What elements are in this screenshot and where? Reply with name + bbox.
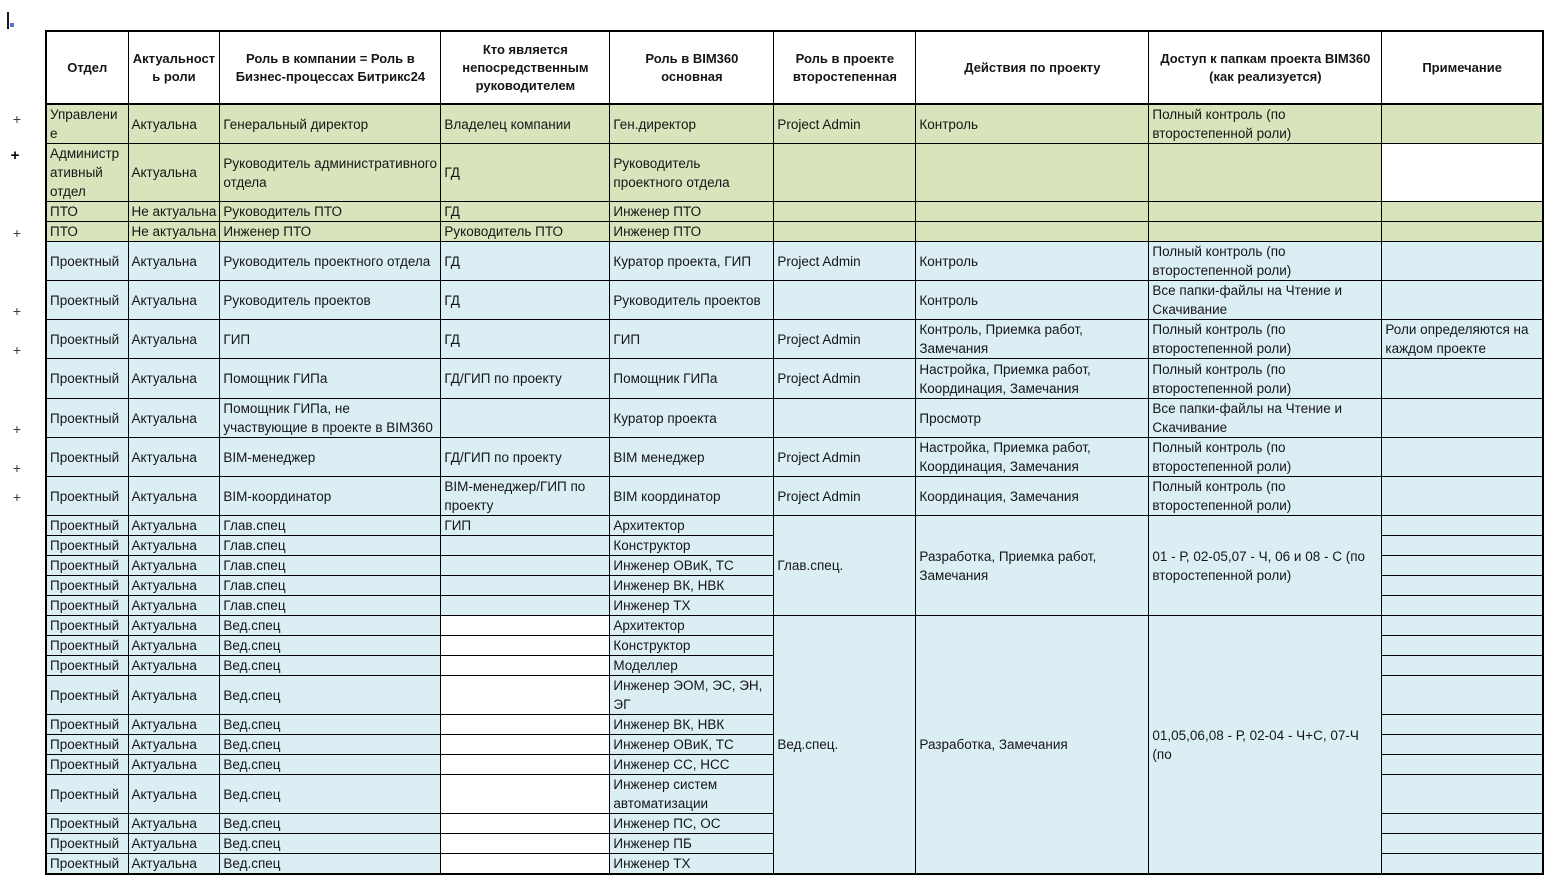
cell-rol-v-kompanii[interactable]: Помощник ГИПа, не участвующие в проекте в BIM360 — [220, 399, 441, 438]
cell-rol-bim360-osnovnaya[interactable]: Куратор проекта, ГИП — [610, 242, 774, 281]
cell-aktualnost-roli[interactable]: Актуальна — [128, 834, 220, 854]
cell-rol-v-proekte-vtorostepennaya[interactable]: Project Admin — [774, 320, 916, 359]
cell-rukovoditel[interactable]: Владелец компании — [441, 104, 610, 144]
cell-rukovoditel[interactable] — [441, 399, 610, 438]
cell-aktualnost-roli[interactable]: Актуальна — [128, 576, 220, 596]
cell-primechanie[interactable] — [1382, 202, 1543, 222]
cell-otdel[interactable]: Проектный — [46, 399, 128, 438]
cell-aktualnost-roli[interactable]: Актуальна — [128, 104, 220, 144]
cell-dejstviya-po-proektu[interactable] — [916, 202, 1149, 222]
table-header — [46, 31, 1543, 104]
outline-expand-button[interactable]: + — [12, 111, 22, 127]
cell-rukovoditel[interactable] — [441, 715, 610, 735]
text-cursor-mark — [7, 12, 17, 30]
cell-rukovoditel[interactable] — [441, 556, 610, 576]
cell-rol-v-kompanii[interactable]: Руководитель проектов — [220, 281, 441, 320]
column-header-dejstviya-po-proektu[interactable]: Действия по проекту — [916, 31, 1149, 104]
cell-rol-v-kompanii[interactable]: Помощник ГИПа — [220, 359, 441, 399]
table-row — [46, 144, 1543, 202]
cell-otdel[interactable]: Проектный — [46, 242, 128, 281]
cell-rukovoditel[interactable]: ГД/ГИП по проекту — [441, 438, 610, 477]
cell-rol-bim360-osnovnaya[interactable]: Руководитель проектов — [610, 281, 774, 320]
cell-primechanie[interactable] — [1382, 104, 1543, 144]
cell-aktualnost-roli[interactable]: Актуальна — [128, 616, 220, 636]
cell-otdel[interactable]: Проектный — [46, 576, 128, 596]
cell-rol-v-proekte-vtorostepennaya[interactable]: Project Admin — [774, 242, 916, 281]
cell-aktualnost-roli[interactable]: Актуальна — [128, 536, 220, 556]
cell-rol-v-kompanii[interactable]: Глав.спец — [220, 556, 441, 576]
cell-otdel[interactable]: Проектный — [46, 281, 128, 320]
cell-rukovoditel[interactable] — [441, 735, 610, 755]
outline-expand-button[interactable]: + — [12, 225, 22, 241]
cell-aktualnost-roli[interactable]: Не актуальна — [128, 222, 220, 242]
cell-primechanie[interactable] — [1382, 516, 1543, 536]
cell-aktualnost-roli[interactable]: Актуальна — [128, 715, 220, 735]
cell-primechanie[interactable] — [1382, 438, 1543, 477]
cell-rol-v-kompanii[interactable]: Генеральный директор — [220, 104, 441, 144]
cell-dejstviya-po-proektu[interactable]: Настройка, Приемка работ, Координация, Замечания — [916, 359, 1149, 399]
cell-otdel[interactable]: Административный отдел — [46, 144, 128, 202]
cell-aktualnost-roli[interactable]: Актуальна — [128, 477, 220, 516]
cell-dejstviya-po-proektu[interactable]: Контроль — [916, 104, 1149, 144]
header-row — [46, 31, 1543, 104]
table-row — [46, 359, 1543, 399]
cell-primechanie[interactable] — [1382, 636, 1543, 656]
cell-rol-bim360-osnovnaya[interactable]: BIM менеджер — [610, 438, 774, 477]
table-row — [46, 516, 1543, 536]
cell-rol-v-kompanii[interactable]: Вед.спец — [220, 715, 441, 735]
cell-rukovoditel[interactable]: BIM-менеджер/ГИП по проекту — [441, 477, 610, 516]
cell-rol-v-proekte-vtorostepennaya[interactable]: Project Admin — [774, 359, 916, 399]
cell-rol-v-kompanii[interactable]: Вед.спец — [220, 854, 441, 875]
cell-primechanie[interactable] — [1382, 814, 1543, 834]
cell-dostup-k-papkam[interactable] — [1149, 222, 1382, 242]
cell-rol-v-kompanii[interactable]: BIM-координатор — [220, 477, 441, 516]
cell-rol-bim360-osnovnaya[interactable]: Инженер ВК, НВК — [610, 715, 774, 735]
outline-expand-button[interactable]: + — [12, 420, 22, 437]
cell-primechanie[interactable] — [1382, 242, 1543, 281]
cell-rol-v-proekte-vtorostepennaya[interactable] — [774, 281, 916, 320]
table-row — [46, 320, 1543, 359]
cell-otdel[interactable]: Проектный — [46, 814, 128, 834]
cell-otdel[interactable]: Проектный — [46, 438, 128, 477]
cell-primechanie[interactable] — [1382, 359, 1543, 399]
table-body — [46, 104, 1543, 874]
cell-dostup-k-papkam[interactable]: Полный контроль (по второстепенной роли) — [1149, 359, 1382, 399]
cell-aktualnost-roli[interactable]: Актуальна — [128, 656, 220, 676]
cell-rukovoditel[interactable] — [441, 854, 610, 875]
cell-rukovoditel[interactable]: Руководитель ПТО — [441, 222, 610, 242]
cell-primechanie[interactable] — [1382, 616, 1543, 636]
cell-otdel[interactable]: Проектный — [46, 596, 128, 616]
cell-rukovoditel[interactable] — [441, 814, 610, 834]
cell-rukovoditel[interactable] — [441, 676, 610, 715]
cell-rol-bim360-osnovnaya[interactable]: Инженер ТХ — [610, 854, 774, 875]
cell-aktualnost-roli[interactable]: Актуальна — [128, 775, 220, 814]
cell-rol-bim360-osnovnaya[interactable]: Инженер ПС, ОС — [610, 814, 774, 834]
cell-primechanie[interactable] — [1382, 755, 1543, 775]
cell-rol-v-kompanii[interactable]: Глав.спец — [220, 576, 441, 596]
cell-dejstviya-po-proektu[interactable] — [916, 222, 1149, 242]
cell-rol-bim360-osnovnaya[interactable]: Инженер ПТО — [610, 202, 774, 222]
cell-aktualnost-roli[interactable]: Актуальна — [128, 596, 220, 616]
cell-rol-v-proekte-vtorostepennaya[interactable] — [774, 144, 916, 202]
cell-aktualnost-roli[interactable]: Актуальна — [128, 399, 220, 438]
cell-rol-v-proekte-vtorostepennaya[interactable] — [774, 222, 916, 242]
cell-rol-v-proekte-vtorostepennaya[interactable]: Вед.спец. — [774, 616, 916, 875]
cell-primechanie[interactable] — [1382, 596, 1543, 616]
cell-aktualnost-roli[interactable]: Не актуальна — [128, 202, 220, 222]
cell-rol-bim360-osnovnaya[interactable]: Архитектор — [610, 616, 774, 636]
cell-rol-v-kompanii[interactable]: Вед.спец — [220, 676, 441, 715]
cell-dejstviya-po-proektu[interactable] — [916, 144, 1149, 202]
cell-rol-bim360-osnovnaya[interactable]: Куратор проекта — [610, 399, 774, 438]
cursor-bar — [7, 12, 9, 29]
cell-aktualnost-roli[interactable]: Актуальна — [128, 144, 220, 202]
cell-rol-v-kompanii[interactable]: Вед.спец — [220, 735, 441, 755]
cell-otdel[interactable]: Проектный — [46, 636, 128, 656]
cell-primechanie[interactable] — [1382, 477, 1543, 516]
cell-rol-bim360-osnovnaya[interactable]: Ген.директор — [610, 104, 774, 144]
cell-rol-v-proekte-vtorostepennaya[interactable]: Project Admin — [774, 104, 916, 144]
cell-rol-bim360-osnovnaya[interactable]: Инженер ТХ — [610, 596, 774, 616]
cell-aktualnost-roli[interactable]: Актуальна — [128, 359, 220, 399]
cell-rol-bim360-osnovnaya[interactable]: Архитектор — [610, 516, 774, 536]
cell-rukovoditel[interactable]: ГД — [441, 144, 610, 202]
cell-rol-v-kompanii[interactable]: Вед.спец — [220, 834, 441, 854]
cell-aktualnost-roli[interactable]: Актуальна — [128, 556, 220, 576]
cell-primechanie[interactable] — [1382, 715, 1543, 735]
cell-rol-v-kompanii[interactable]: Вед.спец — [220, 636, 441, 656]
cursor-dot — [10, 23, 14, 27]
cell-dejstviya-po-proektu[interactable]: Координация, Замечания — [916, 477, 1149, 516]
cell-dostup-k-papkam[interactable]: Полный контроль (по второстепенной роли) — [1149, 438, 1382, 477]
cell-primechanie[interactable] — [1382, 735, 1543, 755]
cell-otdel[interactable]: ПТО — [46, 222, 128, 242]
cell-rukovoditel[interactable]: ГИП — [441, 516, 610, 536]
cell-otdel[interactable]: Проектный — [46, 735, 128, 755]
cell-primechanie[interactable] — [1382, 281, 1543, 320]
cell-rukovoditel[interactable] — [441, 536, 610, 556]
cell-rol-v-kompanii[interactable]: Вед.спец — [220, 814, 441, 834]
cell-rukovoditel[interactable]: ГД/ГИП по проекту — [441, 359, 610, 399]
cell-otdel[interactable]: Проектный — [46, 854, 128, 875]
cell-rol-bim360-osnovnaya[interactable]: ГИП — [610, 320, 774, 359]
cell-aktualnost-roli[interactable]: Актуальна — [128, 242, 220, 281]
cell-primechanie[interactable] — [1382, 556, 1543, 576]
cell-aktualnost-roli[interactable]: Актуальна — [128, 755, 220, 775]
table-row — [46, 242, 1543, 281]
cell-rukovoditel[interactable] — [441, 636, 610, 656]
cell-dejstviya-po-proektu[interactable]: Контроль — [916, 242, 1149, 281]
cell-rukovoditel[interactable] — [441, 596, 610, 616]
cell-aktualnost-roli[interactable]: Актуальна — [128, 636, 220, 656]
cell-dostup-k-papkam[interactable]: Полный контроль (по второстепенной роли) — [1149, 242, 1382, 281]
column-header-dostup-k-papkam[interactable]: Доступ к папкам проекта BIM360 (как реализуется) — [1149, 31, 1382, 104]
cell-rol-bim360-osnovnaya[interactable]: Инженер ОВиК, ТС — [610, 556, 774, 576]
cell-primechanie[interactable] — [1382, 222, 1543, 242]
cell-dostup-k-papkam[interactable] — [1149, 202, 1382, 222]
cell-rol-v-kompanii[interactable]: Руководитель ПТО — [220, 202, 441, 222]
cell-otdel[interactable]: Проектный — [46, 616, 128, 636]
cell-otdel[interactable]: Проектный — [46, 320, 128, 359]
cell-otdel[interactable]: Проектный — [46, 834, 128, 854]
table-row — [46, 281, 1543, 320]
cell-rukovoditel[interactable] — [441, 576, 610, 596]
cell-aktualnost-roli[interactable]: Актуальна — [128, 735, 220, 755]
cell-rol-bim360-osnovnaya[interactable]: Конструктор — [610, 536, 774, 556]
cell-primechanie[interactable] — [1382, 536, 1543, 556]
column-header-rol-v-proekte-vtorostepennaya[interactable]: Роль в проекте второстепенная — [774, 31, 916, 104]
cell-dostup-k-papkam[interactable]: Все папки-файлы на Чтение и Скачивание — [1149, 399, 1382, 438]
cell-primechanie[interactable] — [1382, 576, 1543, 596]
cell-dejstviya-po-proektu[interactable]: Просмотр — [916, 399, 1149, 438]
cell-otdel[interactable]: Управление — [46, 104, 128, 144]
cell-otdel[interactable]: ПТО — [46, 202, 128, 222]
cell-rol-bim360-osnovnaya[interactable]: Инженер ОВиК, ТС — [610, 735, 774, 755]
cell-otdel[interactable]: Проектный — [46, 676, 128, 715]
cell-primechanie[interactable] — [1382, 775, 1543, 814]
cell-dejstviya-po-proektu[interactable]: Настройка, Приемка работ, Координация, Замечания — [916, 438, 1149, 477]
cell-primechanie[interactable] — [1382, 399, 1543, 438]
cell-rol-bim360-osnovnaya[interactable]: Помощник ГИПа — [610, 359, 774, 399]
cell-rukovoditel[interactable]: ГД — [441, 202, 610, 222]
outline-expand-button[interactable]: + — [12, 489, 22, 505]
cell-rol-v-proekte-vtorostepennaya[interactable]: Project Admin — [774, 438, 916, 477]
cell-rol-v-proekte-vtorostepennaya[interactable] — [774, 399, 916, 438]
cell-rol-v-proekte-vtorostepennaya[interactable]: Глав.спец. — [774, 516, 916, 616]
cell-rol-v-kompanii[interactable]: ГИП — [220, 320, 441, 359]
outline-expand-button[interactable]: + — [10, 147, 20, 164]
column-header-rukovoditel[interactable]: Кто является непосредственным руководителем — [441, 31, 610, 104]
outline-expand-button[interactable]: + — [12, 459, 22, 476]
cell-primechanie[interactable] — [1382, 854, 1543, 875]
cell-rukovoditel[interactable] — [441, 656, 610, 676]
cell-rukovoditel[interactable] — [441, 755, 610, 775]
cell-primechanie[interactable] — [1382, 834, 1543, 854]
cell-rol-bim360-osnovnaya[interactable]: Инженер ПТО — [610, 222, 774, 242]
cell-rukovoditel[interactable]: ГД — [441, 281, 610, 320]
cell-rol-v-proekte-vtorostepennaya[interactable] — [774, 202, 916, 222]
cell-rol-bim360-osnovnaya[interactable]: Инженер ЭОМ, ЭС, ЭН, ЭГ — [610, 676, 774, 715]
cell-dejstviya-po-proektu[interactable]: Разработка, Приемка работ, Замечания — [916, 516, 1149, 616]
table-row — [46, 222, 1543, 242]
cell-rol-v-kompanii[interactable]: Вед.спец — [220, 755, 441, 775]
cell-dostup-k-papkam[interactable]: Все папки-файлы на Чтение и Скачивание — [1149, 281, 1382, 320]
cell-dejstviya-po-proektu[interactable]: Контроль, Приемка работ, Замечания — [916, 320, 1149, 359]
table-row — [46, 399, 1543, 438]
cell-primechanie[interactable] — [1382, 676, 1543, 715]
cell-rol-bim360-osnovnaya[interactable]: Инженер систем автоматизации — [610, 775, 774, 814]
cell-primechanie[interactable]: Роли определяются на каждом проекте — [1382, 320, 1543, 359]
cell-rukovoditel[interactable]: ГД — [441, 320, 610, 359]
cell-otdel[interactable]: Проектный — [46, 556, 128, 576]
cell-rol-bim360-osnovnaya[interactable]: Конструктор — [610, 636, 774, 656]
cell-dostup-k-papkam[interactable]: Полный контроль (по второстепенной роли) — [1149, 104, 1382, 144]
table-row — [46, 104, 1543, 144]
outline-expand-button[interactable]: + — [12, 342, 22, 358]
table-row — [46, 616, 1543, 636]
cell-rol-bim360-osnovnaya[interactable]: Инженер СС, НСС — [610, 755, 774, 775]
cell-rol-v-proekte-vtorostepennaya[interactable]: Project Admin — [774, 477, 916, 516]
cell-dejstviya-po-proektu[interactable]: Контроль — [916, 281, 1149, 320]
column-header-otdel[interactable]: Отдел — [46, 31, 128, 104]
cell-dostup-k-papkam[interactable]: Полный контроль (по второстепенной роли) — [1149, 320, 1382, 359]
cell-otdel[interactable]: Проектный — [46, 359, 128, 399]
cell-aktualnost-roli[interactable]: Актуальна — [128, 676, 220, 715]
cell-aktualnost-roli[interactable]: Актуальна — [128, 516, 220, 536]
cell-rol-v-kompanii[interactable]: Инженер ПТО — [220, 222, 441, 242]
outline-expand-button[interactable]: + — [12, 302, 22, 319]
cell-aktualnost-roli[interactable]: Актуальна — [128, 281, 220, 320]
cell-otdel[interactable]: Проектный — [46, 775, 128, 814]
cell-rukovoditel[interactable] — [441, 834, 610, 854]
cell-aktualnost-roli[interactable]: Актуальна — [128, 814, 220, 834]
cell-otdel[interactable]: Проектный — [46, 536, 128, 556]
table-row — [46, 202, 1543, 222]
cell-dostup-k-papkam[interactable] — [1149, 144, 1382, 202]
cell-rukovoditel[interactable]: ГД — [441, 242, 610, 281]
cell-rol-v-kompanii[interactable]: Глав.спец — [220, 516, 441, 536]
cell-rukovoditel[interactable] — [441, 775, 610, 814]
cell-rol-v-kompanii[interactable]: BIM-менеджер — [220, 438, 441, 477]
cell-rol-v-kompanii[interactable]: Руководитель административного отдела — [220, 144, 441, 202]
cell-primechanie[interactable] — [1382, 144, 1543, 202]
cell-rol-v-kompanii[interactable]: Вед.спец — [220, 775, 441, 814]
cell-dostup-k-papkam[interactable]: 01,05,06,08 - Р, 02-04 - Ч+С, 07-Ч (по — [1149, 616, 1382, 875]
roles-table — [45, 30, 1544, 875]
table-row — [46, 438, 1543, 477]
cell-otdel[interactable]: Проектный — [46, 755, 128, 775]
column-header-rol-bim360-osnovnaya[interactable]: Роль в BIM360 основная — [610, 31, 774, 104]
cell-rol-v-kompanii[interactable]: Вед.спец — [220, 656, 441, 676]
column-header-primechanie[interactable]: Примечание — [1382, 31, 1543, 104]
cell-otdel[interactable]: Проектный — [46, 715, 128, 735]
cell-rol-v-kompanii[interactable]: Вед.спец — [220, 616, 441, 636]
cell-aktualnost-roli[interactable]: Актуальна — [128, 438, 220, 477]
table-row — [46, 477, 1543, 516]
cell-rol-v-kompanii[interactable]: Руководитель проектного отдела — [220, 242, 441, 281]
cell-dostup-k-papkam[interactable]: 01 - Р, 02-05,07 - Ч, 06 и 08 - С (по второстепенной роли) — [1149, 516, 1382, 616]
cell-dostup-k-papkam[interactable]: Полный контроль (по второстепенной роли) — [1149, 477, 1382, 516]
cell-otdel[interactable]: Проектный — [46, 656, 128, 676]
cell-primechanie[interactable] — [1382, 656, 1543, 676]
cell-rol-bim360-osnovnaya[interactable]: Моделлер — [610, 656, 774, 676]
cell-rol-bim360-osnovnaya[interactable]: BIM координатор — [610, 477, 774, 516]
cell-rol-v-kompanii[interactable]: Глав.спец — [220, 536, 441, 556]
cell-aktualnost-roli[interactable]: Актуальна — [128, 854, 220, 875]
cell-dejstviya-po-proektu[interactable]: Разработка, Замечания — [916, 616, 1149, 875]
cell-rukovoditel[interactable] — [441, 616, 610, 636]
cell-otdel[interactable]: Проектный — [46, 477, 128, 516]
cell-aktualnost-roli[interactable]: Актуальна — [128, 320, 220, 359]
cell-rol-bim360-osnovnaya[interactable]: Инженер ПБ — [610, 834, 774, 854]
cell-rol-bim360-osnovnaya[interactable]: Инженер ВК, НВК — [610, 576, 774, 596]
column-header-rol-v-kompanii[interactable]: Роль в компании = Роль в Бизнес-процессах Битрикс24 — [220, 31, 441, 104]
cell-otdel[interactable]: Проектный — [46, 516, 128, 536]
cell-rol-v-kompanii[interactable]: Глав.спец — [220, 596, 441, 616]
column-header-aktualnost-roli[interactable]: Актуальность роли — [128, 31, 220, 104]
cell-rol-bim360-osnovnaya[interactable]: Руководитель проектного отдела — [610, 144, 774, 202]
